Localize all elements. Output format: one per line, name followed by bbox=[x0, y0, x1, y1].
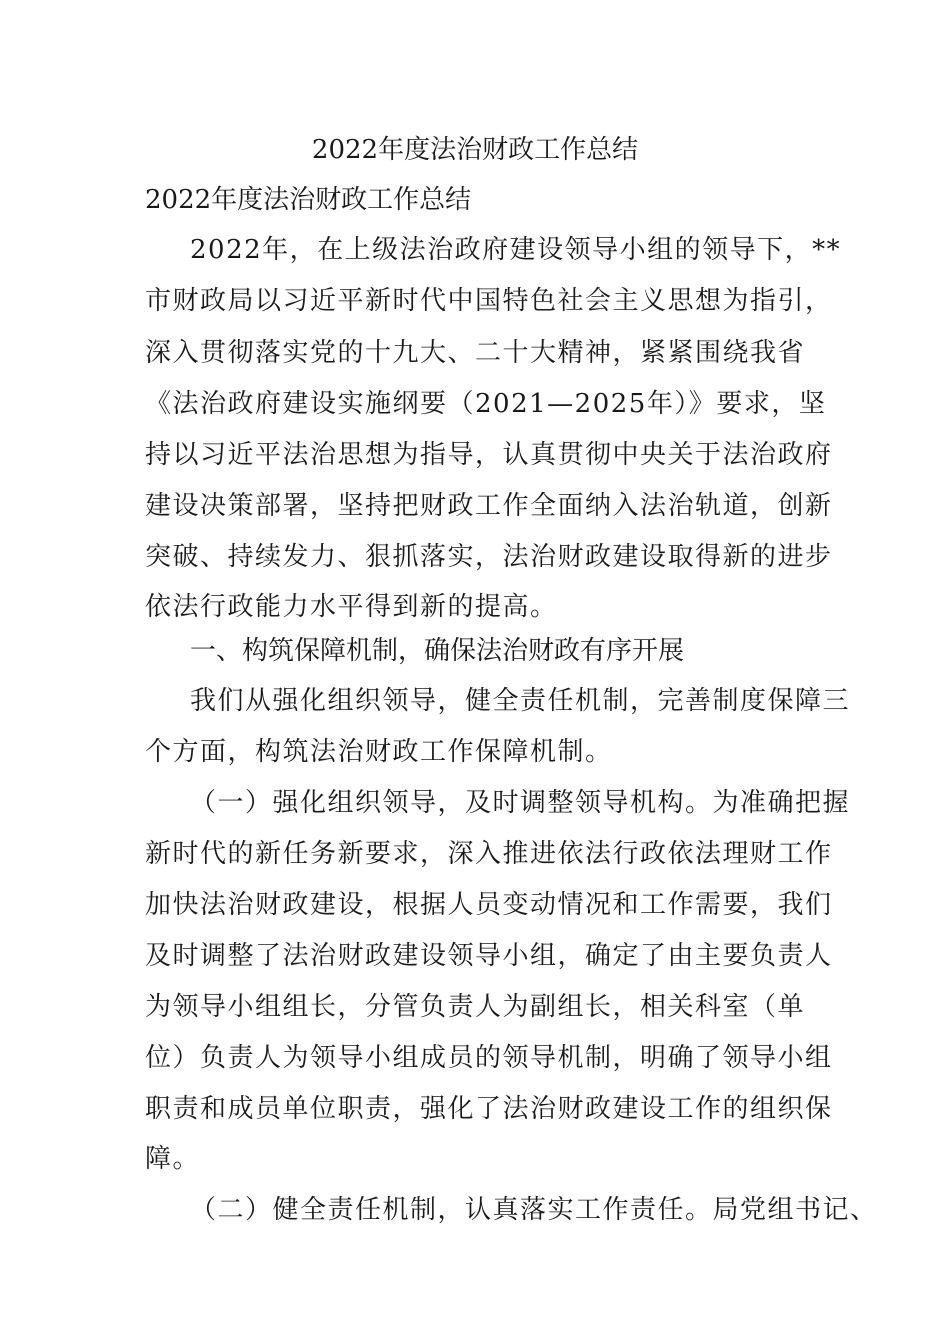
paragraph-line: 新时代的新任务新要求，深入推进依法行政依法理财工作 bbox=[145, 839, 833, 869]
paragraph-line: 市财政局以习近平新时代中国特色社会主义思想为指引， bbox=[145, 286, 833, 316]
paragraph-line: （二）健全责任机制，认真落实工作责任。局党组书记、 bbox=[190, 1195, 878, 1225]
paragraph-line: 位）负责人为领导小组成员的领导机制，明确了领导小组 bbox=[145, 1043, 833, 1073]
paragraph-line: 建设决策部署，坚持把财政工作全面纳入法治轨道，创新 bbox=[145, 491, 833, 521]
paragraph-line: 个方面，构筑法治财政工作保障机制。 bbox=[145, 737, 613, 767]
paragraph-line: （一）强化组织领导，及时调整领导机构。为准确把握 bbox=[190, 788, 851, 818]
paragraph-line: 我们从强化组织领导，健全责任机制，完善制度保障三 bbox=[190, 686, 851, 716]
paragraph-line: 加快法治财政建设，根据人员变动情况和工作需要，我们 bbox=[145, 890, 833, 920]
paragraph-line: 突破、持续发力、狠抓落实，法治财政建设取得新的进步 bbox=[145, 542, 833, 572]
document-subtitle: 2022年度法治财政工作总结 bbox=[145, 185, 472, 215]
paragraph-line: 依法行政能力水平得到新的提高。 bbox=[145, 592, 558, 622]
document-title: 2022年度法治财政工作总结 bbox=[311, 135, 639, 165]
paragraph-line: 《法治政府建设实施纲要（2021—2025年）》要求，坚 bbox=[145, 389, 827, 419]
paragraph-line: 为领导小组组长，分管负责人为副组长，相关科室（单 bbox=[145, 992, 806, 1022]
paragraph-line: 障。 bbox=[145, 1144, 201, 1174]
paragraph-line: 及时调整了法治财政建设领导小组，确定了由主要负责人 bbox=[145, 941, 833, 971]
paragraph-line: 持以习近平法治思想为指导，认真贯彻中央关于法治政府 bbox=[145, 440, 833, 470]
paragraph-line: 职责和成员单位职责，强化了法治财政建设工作的组织保 bbox=[145, 1094, 833, 1124]
paragraph-line: 深入贯彻落实党的十九大、二十大精神，紧紧围绕我省 bbox=[145, 338, 806, 368]
paragraph-line: 2022年，在上级法治政府建设领导小组的领导下，** bbox=[190, 235, 842, 265]
section-heading: 一、构筑保障机制，确保法治财政有序开展 bbox=[190, 636, 685, 666]
